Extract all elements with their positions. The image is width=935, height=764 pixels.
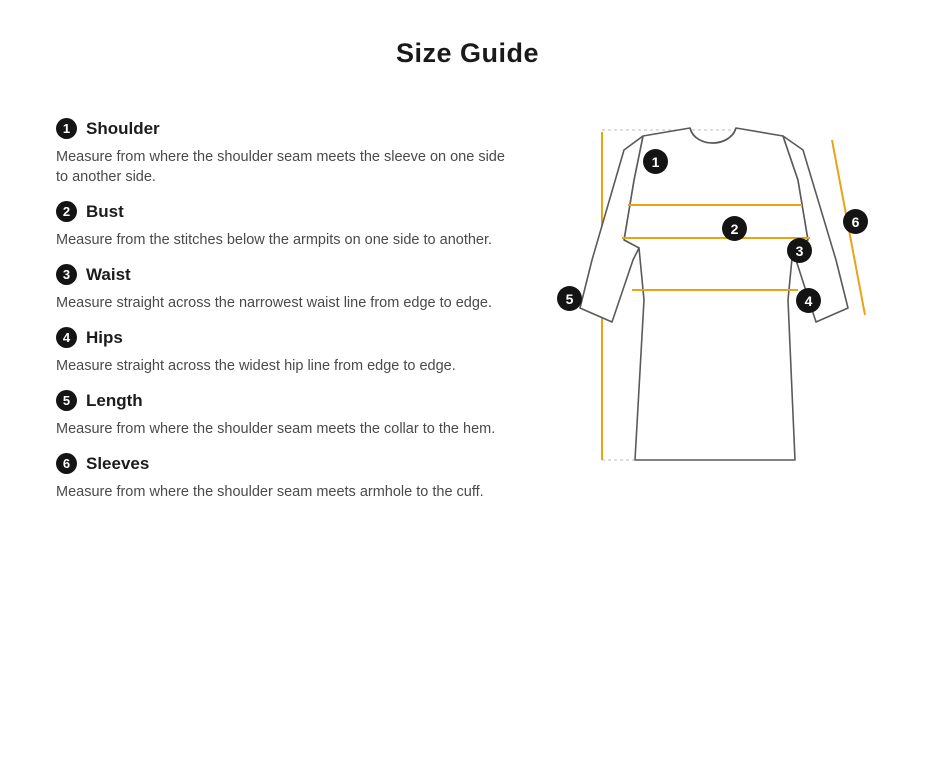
measurement-header [56, 453, 526, 474]
measurement-list [56, 118, 526, 516]
measurement-desc-length: Measure from where the shoulder seam meets the collar to the hem. [56, 421, 496, 437]
garment-diagram [540, 110, 900, 490]
measurement-item-waist [56, 264, 526, 313]
measurement-item-hips [56, 327, 526, 376]
measurement-item-sleeves [56, 453, 526, 502]
measurement-label-shoulder: Shoulder [86, 118, 160, 138]
measurement-header [56, 327, 526, 348]
number-badge-2: 2 [56, 201, 77, 222]
waist-marker: 3 [787, 238, 812, 263]
number-badge-6: 6 [56, 453, 77, 474]
measurement-label-hips: Hips [86, 327, 123, 347]
measurement-desc-shoulder: Measure from where the shoulder seam meets the sleeve on one side to another side. [56, 149, 505, 185]
number-badge-4: 4 [56, 327, 77, 348]
sleeves-marker: 6 [843, 209, 868, 234]
measurement-header [56, 264, 526, 285]
page-title: Size Guide [395, 38, 540, 68]
measurement-header [56, 118, 526, 139]
measurement-desc-waist: Measure straight across the narrowest waist line from edge to edge. [56, 295, 493, 311]
measurement-desc-sleeves: Measure from where the shoulder seam meets armhole to the cuff. [56, 484, 484, 500]
measurement-header [56, 201, 526, 222]
shoulder-marker: 1 [643, 149, 668, 174]
measurement-item-length [56, 390, 526, 439]
measurement-item-bust [56, 201, 526, 250]
measurement-label-bust: Bust [86, 201, 124, 221]
number-badge-1: 1 [56, 118, 77, 139]
measurement-header [56, 390, 526, 411]
number-badge-5: 5 [56, 390, 77, 411]
measurement-desc-hips: Measure straight across the widest hip line from edge to edge. [56, 358, 456, 374]
measurement-desc-bust: Measure from the stitches below the armpits on one side to another. [56, 232, 493, 248]
measurement-label-sleeves: Sleeves [86, 453, 150, 473]
length-marker: 5 [557, 286, 582, 311]
measurement-label-length: Length [86, 390, 143, 410]
number-badge-3: 3 [56, 264, 77, 285]
dress-illustration [540, 110, 900, 490]
hips-marker: 4 [796, 288, 821, 313]
measurement-label-waist: Waist [86, 264, 131, 284]
measurement-item-shoulder [56, 118, 526, 187]
bust-marker: 2 [722, 216, 747, 241]
